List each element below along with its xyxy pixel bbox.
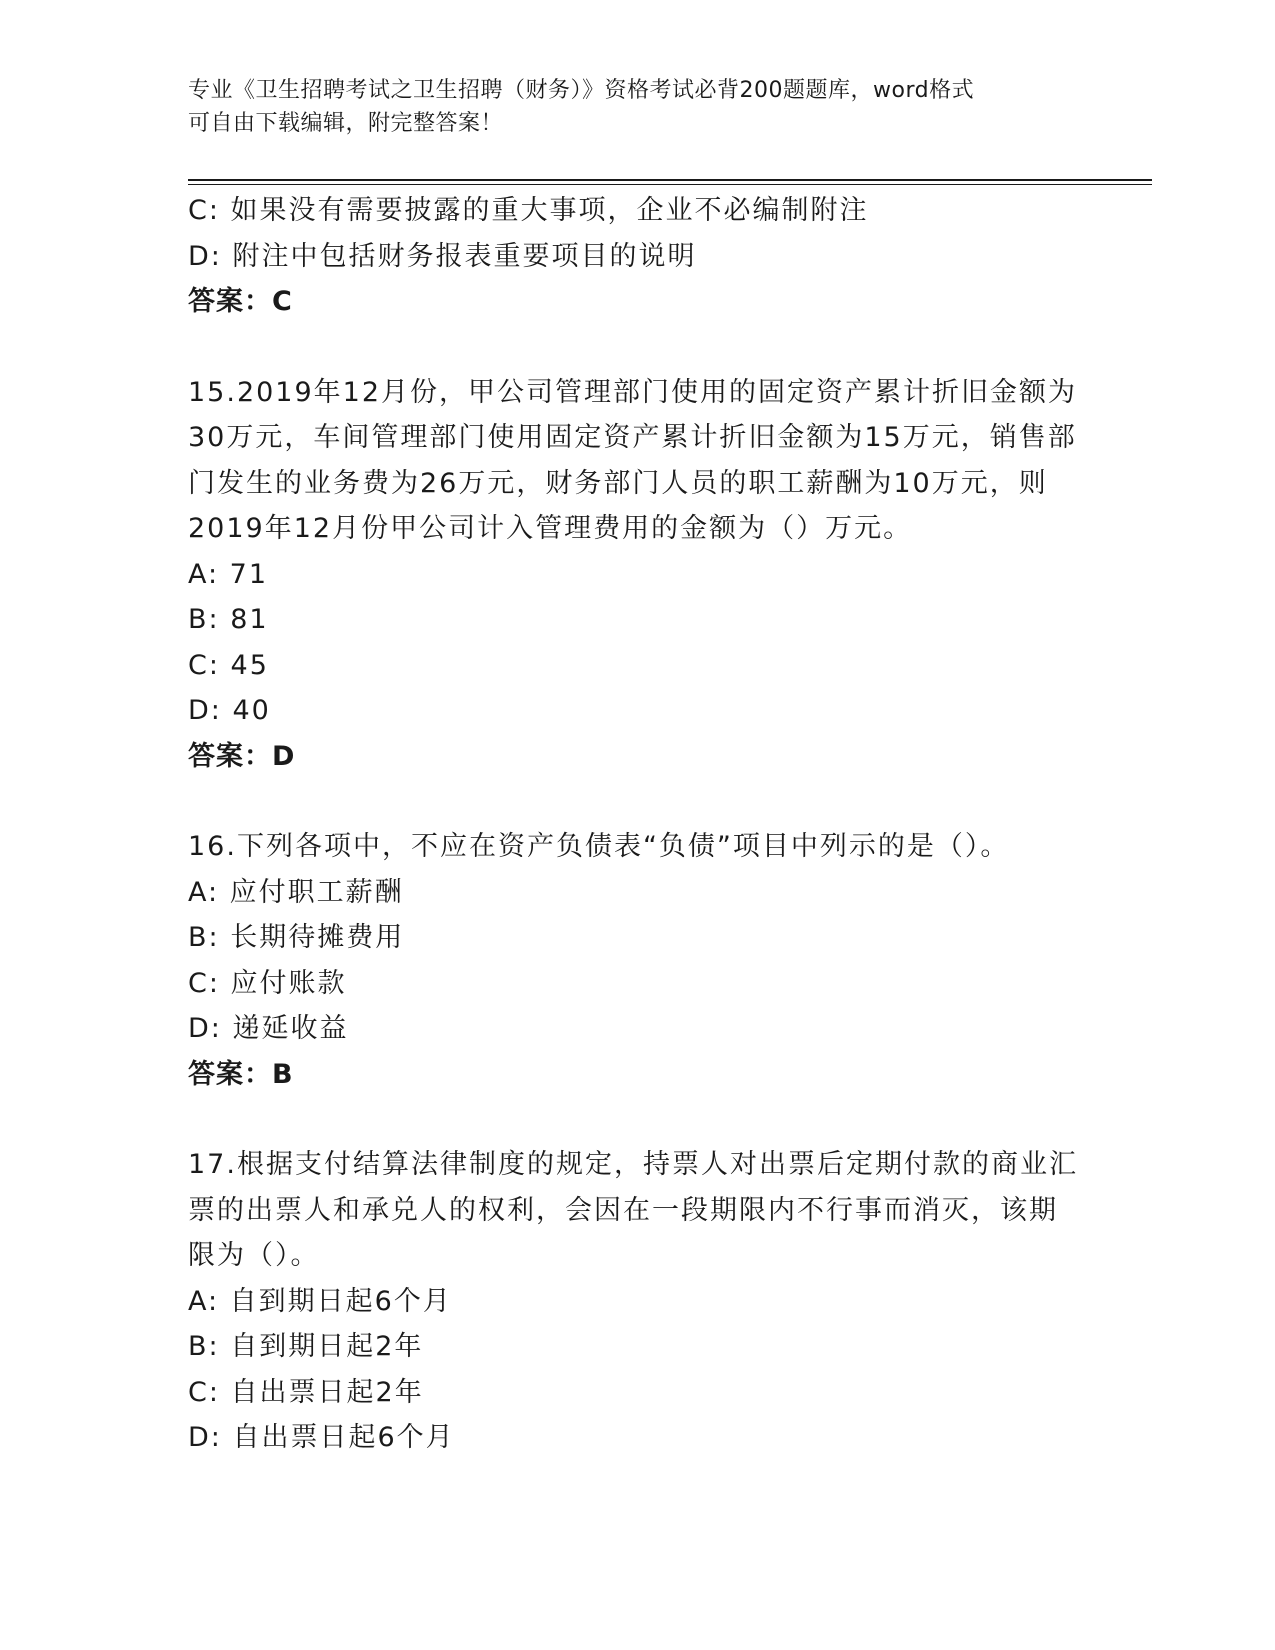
spacer [188,325,1088,370]
q17-stem-line-2: 票的出票人和承兑人的权利，会因在一段期限内不行事而消灭，该期 [188,1194,1058,1226]
q15-stem-line-4: 2019年12月份甲公司计入管理费用的金额为（）万元。 [188,513,913,544]
spacer [188,1097,1088,1142]
q17-stem-line-1: 17.根据支付结算法律制度的规定，持票人对出票后定期付款的商业汇 [188,1149,1078,1180]
q16-option-c: C: 应付账款 [188,967,347,999]
question-15 [188,370,1088,780]
q15-stem-line-1: 15.2019年12月份，甲公司管理部门使用的固定资产累计折旧金额为 [188,376,1078,408]
document-header [188,74,1068,140]
q17-option-a: A: 自到期日起6个月 [188,1285,452,1317]
q14-option-d: D: 附注中包括财务报表重要项目的说明 [188,240,697,272]
q16-option-b: B: 长期待摊费用 [188,922,405,953]
question-list [188,188,1088,1461]
q16-option-a: A: 应付职工薪酬 [188,876,404,908]
q15-answer: 答案：D [188,740,296,772]
q15-option-b: B: 81 [188,604,269,635]
q17-stem-line-3: 限为（）。 [188,1240,320,1271]
header-title-line-1: 专业《卫生招聘考试之卫生招聘（财务）》资格考试必背200题题库，word格式 [188,78,975,103]
q15-stem-line-3: 门发生的业务费为26万元，财务部门人员的职工薪酬为10万元，则 [188,467,1048,499]
q16-answer: 答案：B [188,1058,294,1090]
q15-option-c: C: 45 [188,649,269,681]
header-title-line-2: 可自由下载编辑，附完整答案！ [188,111,504,136]
question-14 [188,188,1088,325]
q17-option-c: C: 自出票日起2年 [188,1376,424,1408]
q15-option-d: D: 40 [188,695,271,726]
q14-option-c: C: 如果没有需要披露的重大事项，企业不必编制附注 [188,195,869,226]
question-16 [188,824,1088,1097]
header-divider-thin [188,184,1152,185]
spacer [188,779,1088,824]
header-divider-thick [188,179,1152,181]
q14-answer: 答案：C [188,286,293,317]
q15-option-a: A: 71 [188,558,269,590]
q16-option-d: D: 递延收益 [188,1013,349,1044]
q17-option-d: D: 自出票日起6个月 [188,1422,455,1453]
question-17 [188,1142,1088,1461]
q15-stem-line-2: 30万元，车间管理部门使用固定资产累计折旧金额为15万元，销售部 [188,422,1077,453]
q16-stem-line-1: 16.下列各项中，不应在资产负债表“负债”项目中列示的是（）。 [188,831,1010,862]
q17-option-b: B: 自到期日起2年 [188,1331,424,1362]
